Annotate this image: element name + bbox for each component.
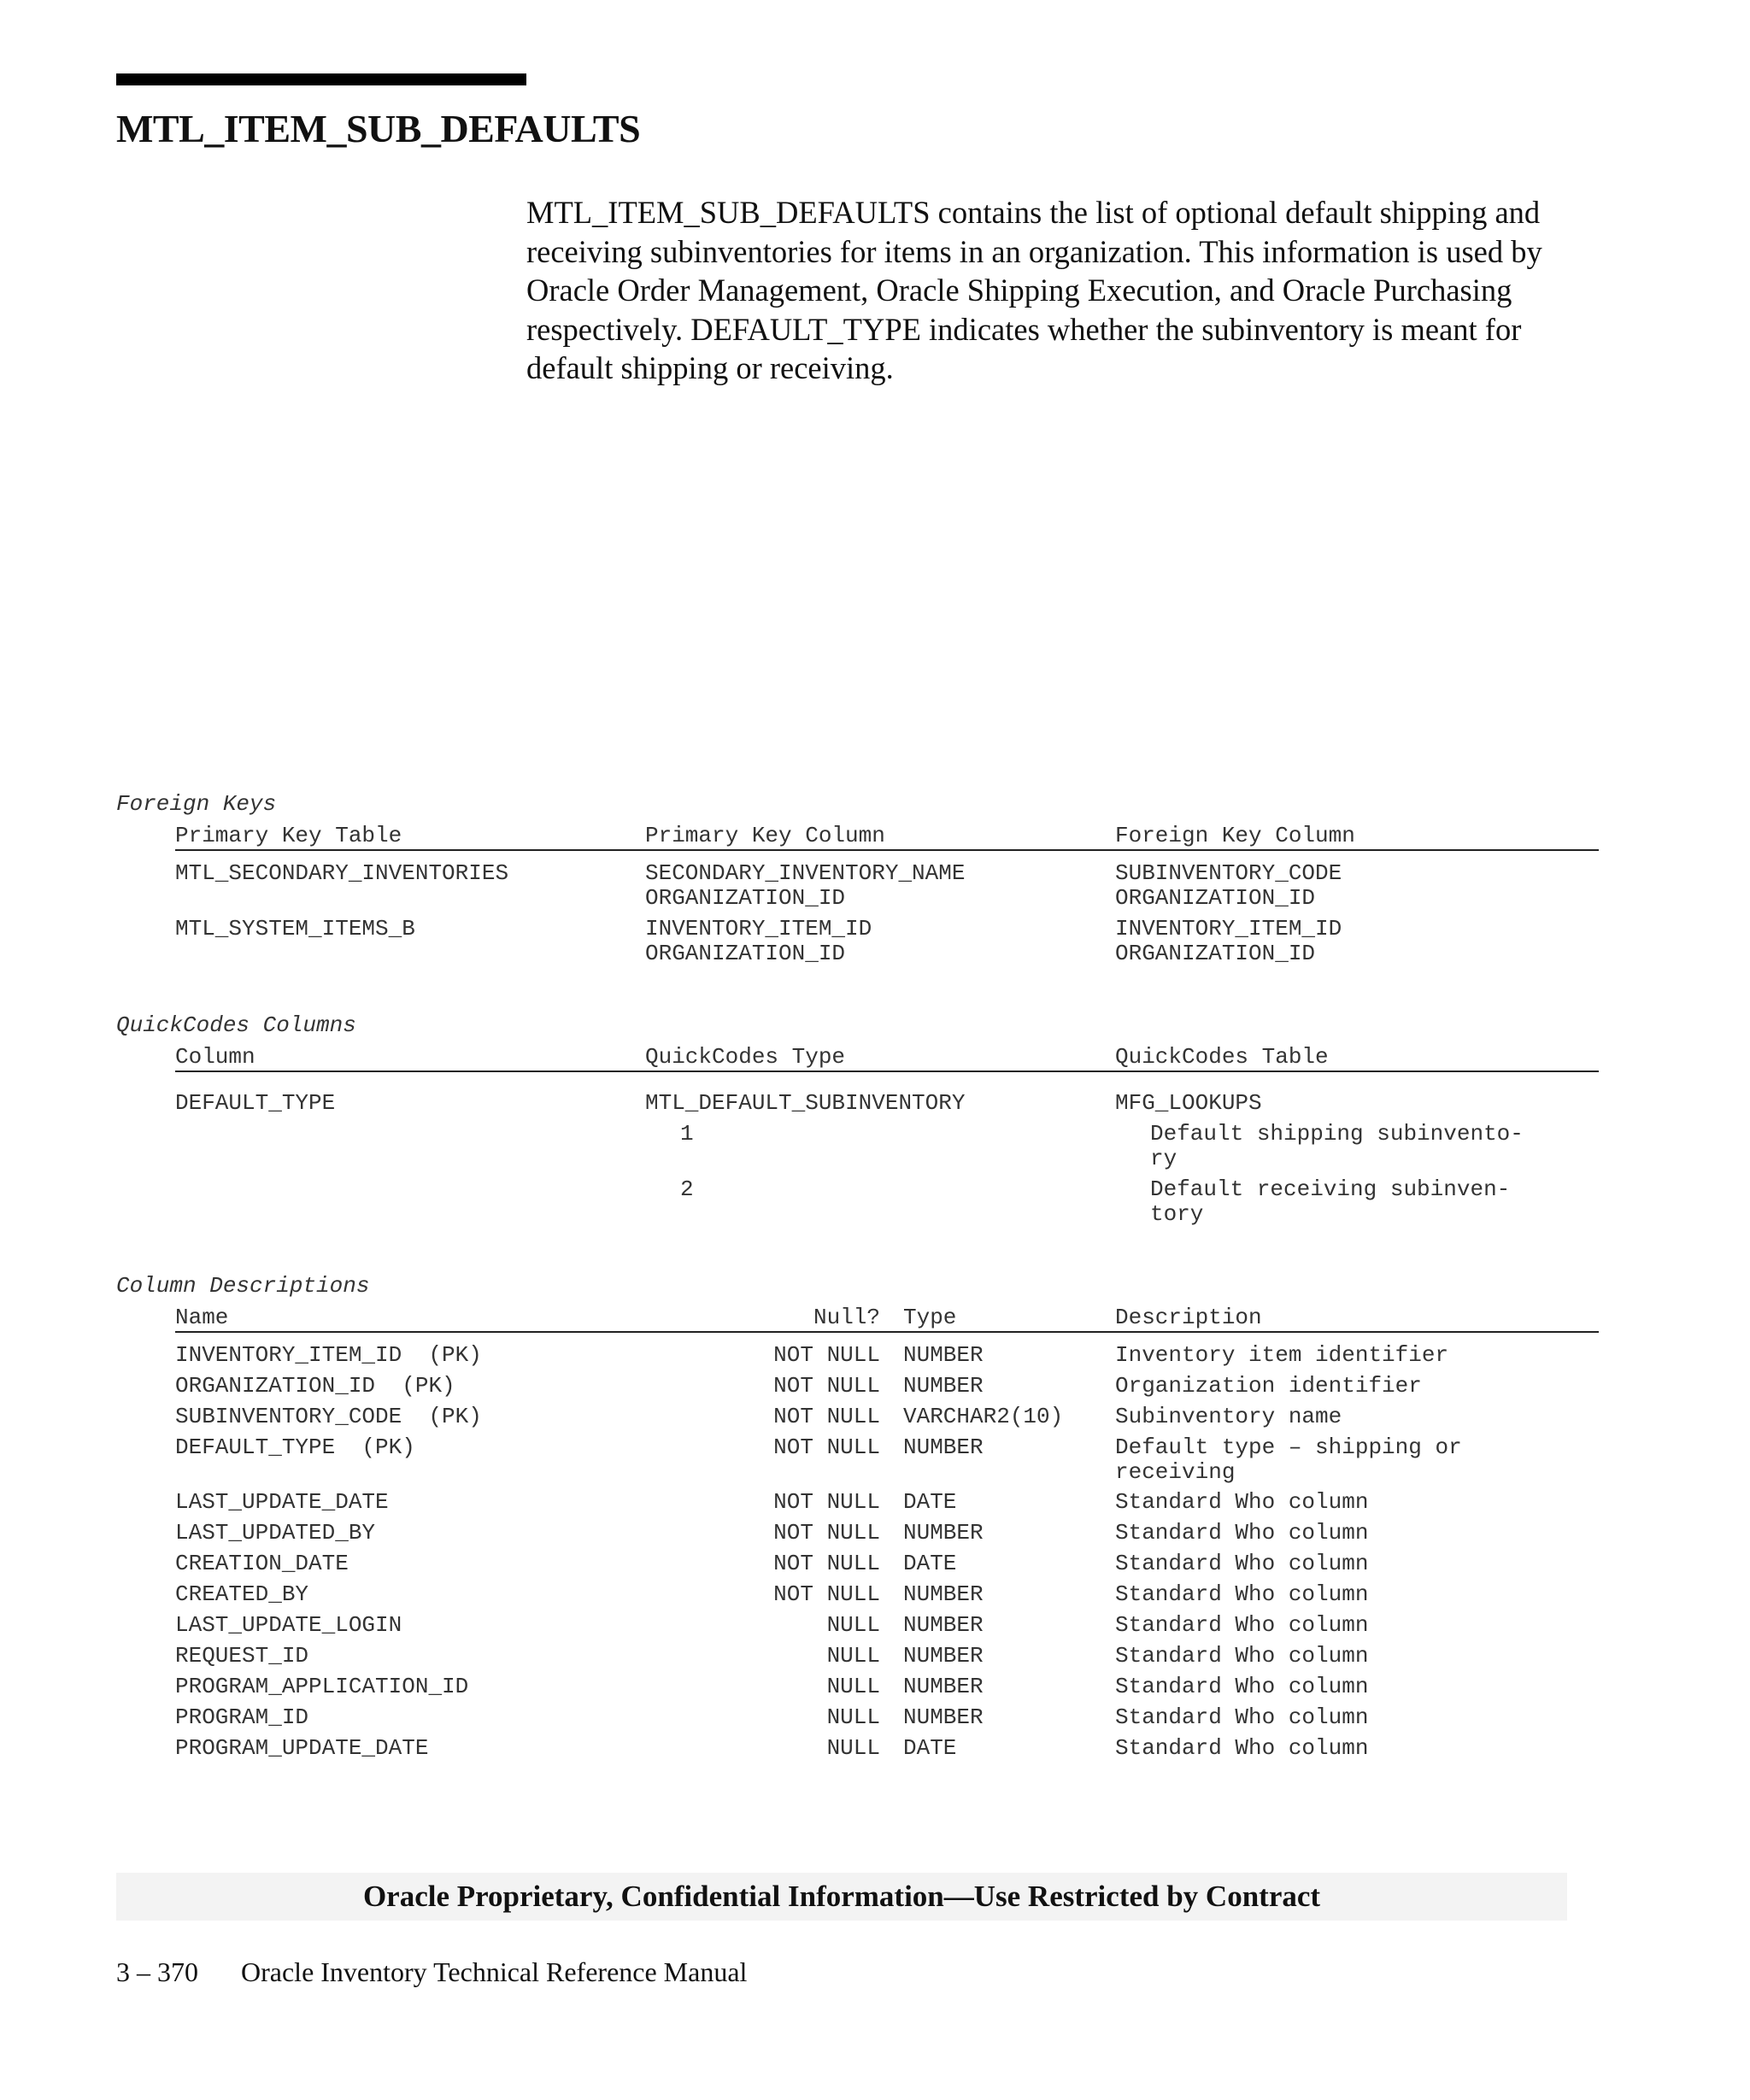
column-null: NULL bbox=[826, 1674, 880, 1699]
qc-value-meaning: Default receiving subinven- tory bbox=[1150, 1176, 1511, 1227]
column-name: LAST_UPDATED_BY bbox=[175, 1520, 376, 1546]
qc-header-type: QuickCodes Type bbox=[645, 1044, 846, 1070]
qc-table-name: MFG_LOOKUPS bbox=[1115, 1090, 1262, 1116]
column-type: DATE bbox=[903, 1735, 957, 1761]
column-description: Standard Who column bbox=[1115, 1674, 1369, 1699]
column-null: NULL bbox=[826, 1735, 880, 1761]
column-type: NUMBER bbox=[903, 1434, 984, 1460]
qc-value-code: 2 bbox=[680, 1176, 694, 1202]
quickcodes-title: QuickCodes Columns bbox=[116, 1012, 356, 1038]
column-description: Standard Who column bbox=[1115, 1612, 1369, 1638]
manual-title: Oracle Inventory Technical Reference Manual bbox=[241, 1956, 748, 1987]
column-name: DEFAULT_TYPE (PK) bbox=[175, 1434, 415, 1460]
column-description: Standard Who column bbox=[1115, 1489, 1369, 1515]
qc-column-name: DEFAULT_TYPE bbox=[175, 1090, 336, 1116]
fk-row-table: MTL_SYSTEM_ITEMS_B bbox=[175, 916, 415, 941]
column-null: NULL bbox=[826, 1704, 880, 1730]
column-description: Standard Who column bbox=[1115, 1735, 1369, 1761]
column-name: REQUEST_ID bbox=[175, 1643, 309, 1669]
column-name: PROGRAM_UPDATE_DATE bbox=[175, 1735, 429, 1761]
column-type: NUMBER bbox=[903, 1373, 984, 1399]
column-null: NOT NULL bbox=[773, 1581, 880, 1607]
column-name: CREATED_BY bbox=[175, 1581, 309, 1607]
column-null: NOT NULL bbox=[773, 1520, 880, 1546]
fk-header-rule bbox=[175, 849, 1599, 851]
column-name: LAST_UPDATE_LOGIN bbox=[175, 1612, 402, 1638]
col-header-type: Type bbox=[903, 1305, 957, 1330]
fk-row-pk-columns: INVENTORY_ITEM_ID ORGANIZATION_ID bbox=[645, 916, 872, 966]
page-number: 3 – 370 bbox=[116, 1956, 198, 1987]
qc-header-rule bbox=[175, 1071, 1599, 1072]
column-null: NULL bbox=[826, 1643, 880, 1669]
column-description: Organization identifier bbox=[1115, 1373, 1422, 1399]
column-null: NOT NULL bbox=[773, 1434, 880, 1460]
col-header-description: Description bbox=[1115, 1305, 1262, 1330]
fk-row-fk-columns: INVENTORY_ITEM_ID ORGANIZATION_ID bbox=[1115, 916, 1342, 966]
column-type: NUMBER bbox=[903, 1704, 984, 1730]
fk-row-pk-columns: SECONDARY_INVENTORY_NAME ORGANIZATION_ID bbox=[645, 860, 966, 911]
column-name: INVENTORY_ITEM_ID (PK) bbox=[175, 1342, 482, 1368]
column-name: SUBINVENTORY_CODE (PK) bbox=[175, 1404, 482, 1429]
column-type: DATE bbox=[903, 1489, 957, 1515]
col-header-null: Null? bbox=[813, 1305, 880, 1330]
column-type: NUMBER bbox=[903, 1643, 984, 1669]
column-type: NUMBER bbox=[903, 1581, 984, 1607]
column-type: NUMBER bbox=[903, 1342, 984, 1368]
fk-header-fk-column: Foreign Key Column bbox=[1115, 823, 1355, 848]
qc-type-name: MTL_DEFAULT_SUBINVENTORY bbox=[645, 1090, 966, 1116]
foreign-keys-title: Foreign Keys bbox=[116, 791, 277, 817]
column-type: NUMBER bbox=[903, 1674, 984, 1699]
column-null: NOT NULL bbox=[773, 1404, 880, 1429]
qc-header-column: Column bbox=[175, 1044, 255, 1070]
column-name: ORGANIZATION_ID (PK) bbox=[175, 1373, 455, 1399]
table-description: MTL_ITEM_SUB_DEFAULTS contains the list of optional default shipping and receiving subinventories for items in an organization. This information is used by Oracle Order Management, Oracle Shipping Execution, and Oracle Purchasing respectively. DEFAULT_TYPE indicates whether the subinventory is meant for default shipping or receiving. bbox=[526, 195, 1542, 385]
column-null: NULL bbox=[826, 1612, 880, 1638]
column-null: NOT NULL bbox=[773, 1551, 880, 1576]
column-description: Standard Who column bbox=[1115, 1581, 1369, 1607]
fk-row-fk-columns: SUBINVENTORY_CODE ORGANIZATION_ID bbox=[1115, 860, 1342, 911]
column-description: Subinventory name bbox=[1115, 1404, 1342, 1429]
column-type: NUMBER bbox=[903, 1520, 984, 1546]
column-description: Standard Who column bbox=[1115, 1551, 1369, 1576]
column-descriptions-title: Column Descriptions bbox=[116, 1273, 370, 1299]
column-type: VARCHAR2(10) bbox=[903, 1404, 1064, 1429]
column-description: Standard Who column bbox=[1115, 1520, 1369, 1546]
page-title: MTL_ITEM_SUB_DEFAULTS bbox=[116, 107, 641, 150]
column-description: Standard Who column bbox=[1115, 1704, 1369, 1730]
column-name: PROGRAM_APPLICATION_ID bbox=[175, 1674, 469, 1699]
column-description: Inventory item identifier bbox=[1115, 1342, 1449, 1368]
col-header-rule bbox=[175, 1331, 1599, 1333]
column-type: DATE bbox=[903, 1551, 957, 1576]
col-header-name: Name bbox=[175, 1305, 229, 1330]
qc-header-table: QuickCodes Table bbox=[1115, 1044, 1329, 1070]
qc-value-code: 1 bbox=[680, 1121, 694, 1147]
column-name: LAST_UPDATE_DATE bbox=[175, 1489, 389, 1515]
column-type: NUMBER bbox=[903, 1612, 984, 1638]
fk-header-pk-table: Primary Key Table bbox=[175, 823, 402, 848]
confidential-notice: Oracle Proprietary, Confidential Information––Use Restricted by Contract bbox=[362, 1880, 1321, 1913]
fk-row-table: MTL_SECONDARY_INVENTORIES bbox=[175, 860, 509, 886]
column-name: PROGRAM_ID bbox=[175, 1704, 309, 1730]
top-rule bbox=[116, 73, 526, 85]
column-null: NOT NULL bbox=[773, 1489, 880, 1515]
column-null: NOT NULL bbox=[773, 1342, 880, 1368]
fk-header-pk-column: Primary Key Column bbox=[645, 823, 885, 848]
qc-value-meaning: Default shipping subinvento- ry bbox=[1150, 1121, 1524, 1171]
column-null: NOT NULL bbox=[773, 1373, 880, 1399]
column-description: Standard Who column bbox=[1115, 1643, 1369, 1669]
column-name: CREATION_DATE bbox=[175, 1551, 349, 1576]
column-description: Default type – shipping or receiving bbox=[1115, 1434, 1462, 1485]
